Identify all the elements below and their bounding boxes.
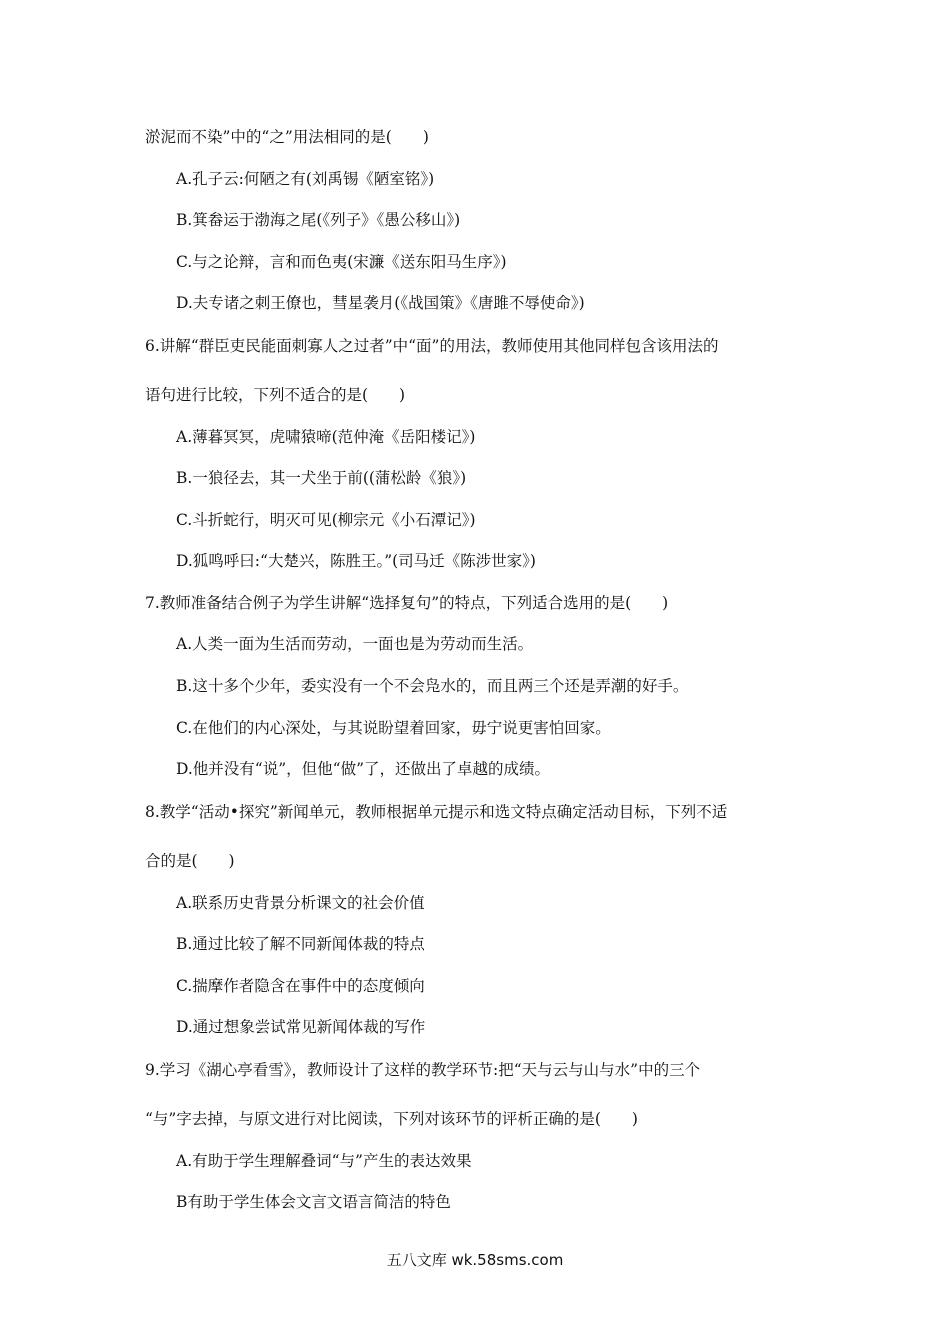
q7-option-d: D.他并没有“说”，但他“做”了，还做出了卓越的成绩。 <box>176 760 550 778</box>
q9-stem: 9.学习《湖心亭看雪》，教师设计了这样的教学环节:把“天与云与山与水”中的三个 <box>145 1061 701 1079</box>
q6-option-a: A.薄暮冥冥，虎啸猿啼(范仲淹《岳阳楼记》) <box>176 428 476 446</box>
q5-option-a: A.孔子云:何陋之有(刘禹锡《陋室铭》) <box>176 170 435 188</box>
q5-stem-continuation: 淤泥而不染”中的“之”用法相同的是( ) <box>145 128 429 146</box>
q9-option-a: A.有助于学生理解叠词“与”产生的表达效果 <box>176 1152 472 1170</box>
footer-watermark: 五八文库 wk.58sms.com <box>386 1251 564 1269</box>
q8-option-d: D.通过想象尝试常见新闻体裁的写作 <box>176 1018 426 1036</box>
q5-option-d: D.夫专诸之刺王僚也，彗星袭月(《战国策》《唐雎不辱使命》) <box>176 294 585 312</box>
q8-option-b: B.通过比较了解不同新闻体裁的特点 <box>176 935 425 953</box>
q9-stem-continuation: “与”字去掉，与原文进行对比阅读，下列对该环节的评析正确的是( ) <box>145 1110 638 1128</box>
q6-stem: 6.讲解“群臣吏民能面刺寡人之过者”中“面”的用法，教师使用其他同样包含该用法的 <box>145 337 719 355</box>
q6-stem-continuation: 语句进行比较，下列不适合的是( ) <box>145 386 406 404</box>
q5-option-c: C.与之论辩，言和而色夷(宋濂《送东阳马生序》) <box>176 253 507 271</box>
q8-option-c: C.揣摩作者隐含在事件中的态度倾向 <box>176 977 425 995</box>
q7-option-c: C.在他们的内心深处，与其说盼望着回家，毋宁说更害怕回家。 <box>176 719 611 737</box>
q5-option-b: B.箕畚运于渤海之尾(《列子》《愚公移山》) <box>176 211 461 229</box>
q7-stem: 7.教师准备结合例子为学生讲解“选择复句”的特点，下列适合选用的是( ) <box>145 594 669 612</box>
q8-stem: 8.教学“活动•探究”新闻单元，教师根据单元提示和选文特点确定活动目标，下列不适 <box>145 803 728 821</box>
q6-option-d: D.狐鸣呼曰:“大楚兴，陈胜王。”(司马迁《陈涉世家》) <box>176 552 536 570</box>
q8-option-a: A.联系历史背景分析课文的社会价值 <box>176 894 425 912</box>
q7-option-b: B.这十多个少年，委实没有一个不会凫水的，而且两三个还是弄潮的好手。 <box>176 677 689 695</box>
q9-option-b: B有助于学生体会文言文语言简洁的特色 <box>176 1193 451 1211</box>
q7-option-a: A.人类一面为生活而劳动，一面也是为劳动而生活。 <box>176 635 534 653</box>
q8-stem-continuation: 合的是( ) <box>145 852 235 870</box>
q6-option-c: C.斗折蛇行，明灭可见(柳宗元《小石潭记》) <box>176 511 476 529</box>
q6-option-b: B.一狼径去，其一犬坐于前((蒲松龄《狼》) <box>176 469 467 487</box>
